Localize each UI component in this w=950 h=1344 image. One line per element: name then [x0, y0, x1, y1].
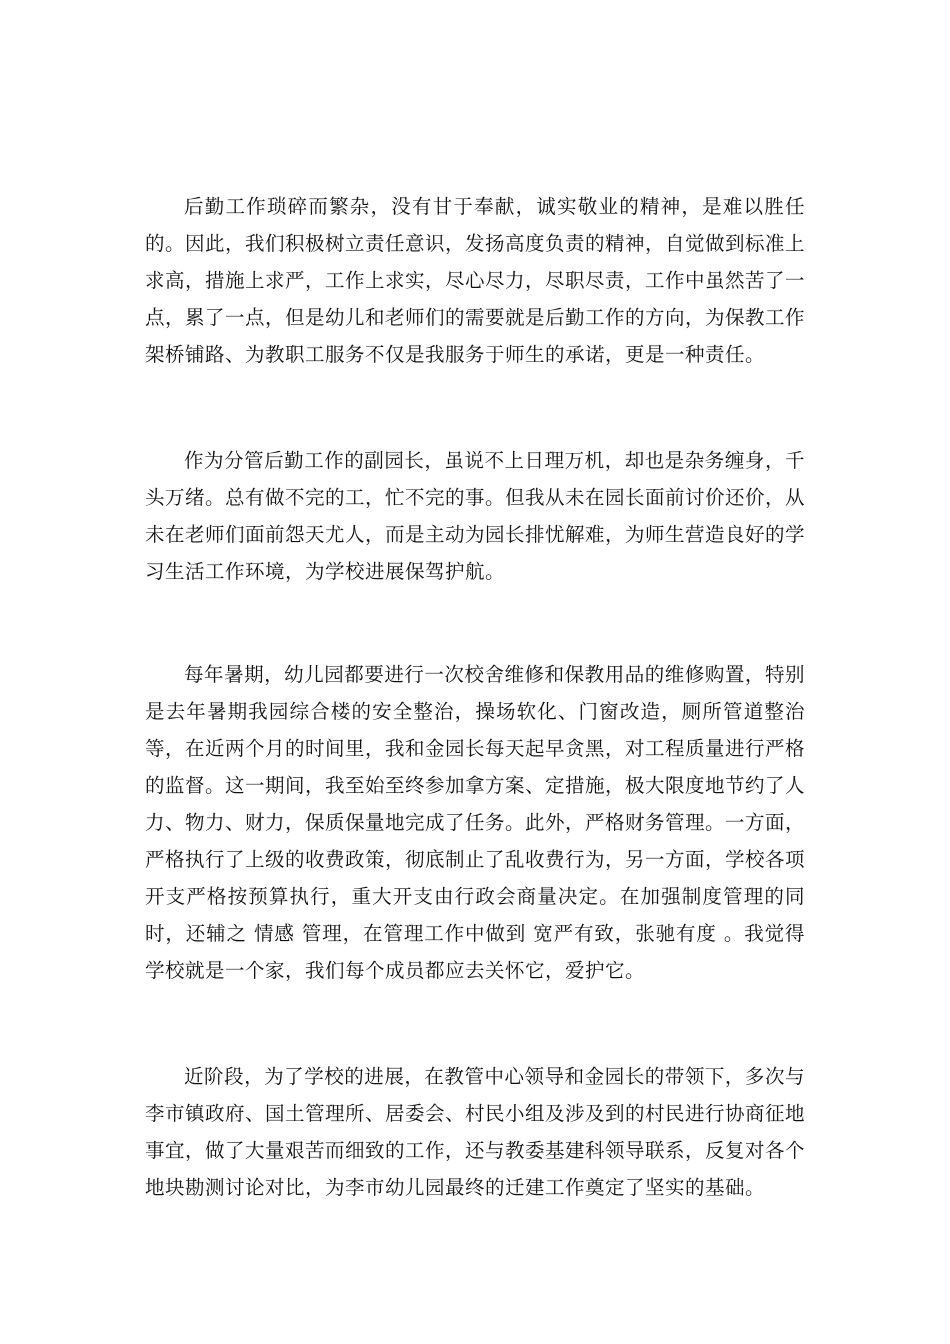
paragraph-logistics-dedication: 后勤工作琐碎而繁杂，没有甘于奉献，诚实敬业的精神，是难以胜任的。因此，我们积极树立责任意识，发扬高度负责的精神，自觉做到标准上求高，措施上求严，工作上求实，尽心尽力，尽职尽责，工作中虽然苦了一点，累了一点，但是幼儿和老师们的需要就是后勤工作的方向，为保教工作架桥铺路、为教职工服务不仅是我服务于师生的承诺，更是一种责任。: [145, 195, 806, 366]
paragraph-summer-maintenance: 每年暑期，幼儿园都要进行一次校舍维修和保教用品的维修购置，特别是去年暑期我园综合楼的安全整治，操场软化、门窗改造，厕所管道整治等，在近两个月的时间里，我和金园长每天起早贪黑，对工程质量进行严格的监督。这一期间，我至始至终参加拿方案、定措施，极大限度地节约了人力、物力、财力，保质保量地完成了任务。此外，严格财务管理。一方面，严格执行了上级的收费政策，彻底制止了乱收费行为，另一方面，学校各项开支严格按预算执行，重大开支由行政会商量决定。在加强制度管理的同时，还辅之 情感 管理，在管理工作中做到 宽严有致，张驰有度 。我觉得学校就是一个家，我们每个成员都应去关怀它，爱护它。: [145, 663, 806, 982]
paragraph-relocation-work: 近阶段，为了学校的进展，在教管中心领导和金园长的带领下，多次与李市镇政府、国土管理所、居委会、村民小组及涉及到的村民进行协商征地事宜，做了大量艰苦而细致的工作，还与教委基建科领导联系，反复对各个地块勘测讨论对比，为李市幼儿园最终的迁建工作奠定了坚实的基础。: [145, 1065, 806, 1199]
paragraph-vice-principal-role: 作为分管后勤工作的副园长，虽说不上日理万机，却也是杂务缠身，千头万绪。总有做不完的工，忙不完的事。但我从未在园长面前讨价还价，从未在老师们面前怨天尤人，而是主动为园长排忧解难，为师生营造良好的学习生活工作环境，为学校进展保驾护航。: [145, 449, 806, 583]
